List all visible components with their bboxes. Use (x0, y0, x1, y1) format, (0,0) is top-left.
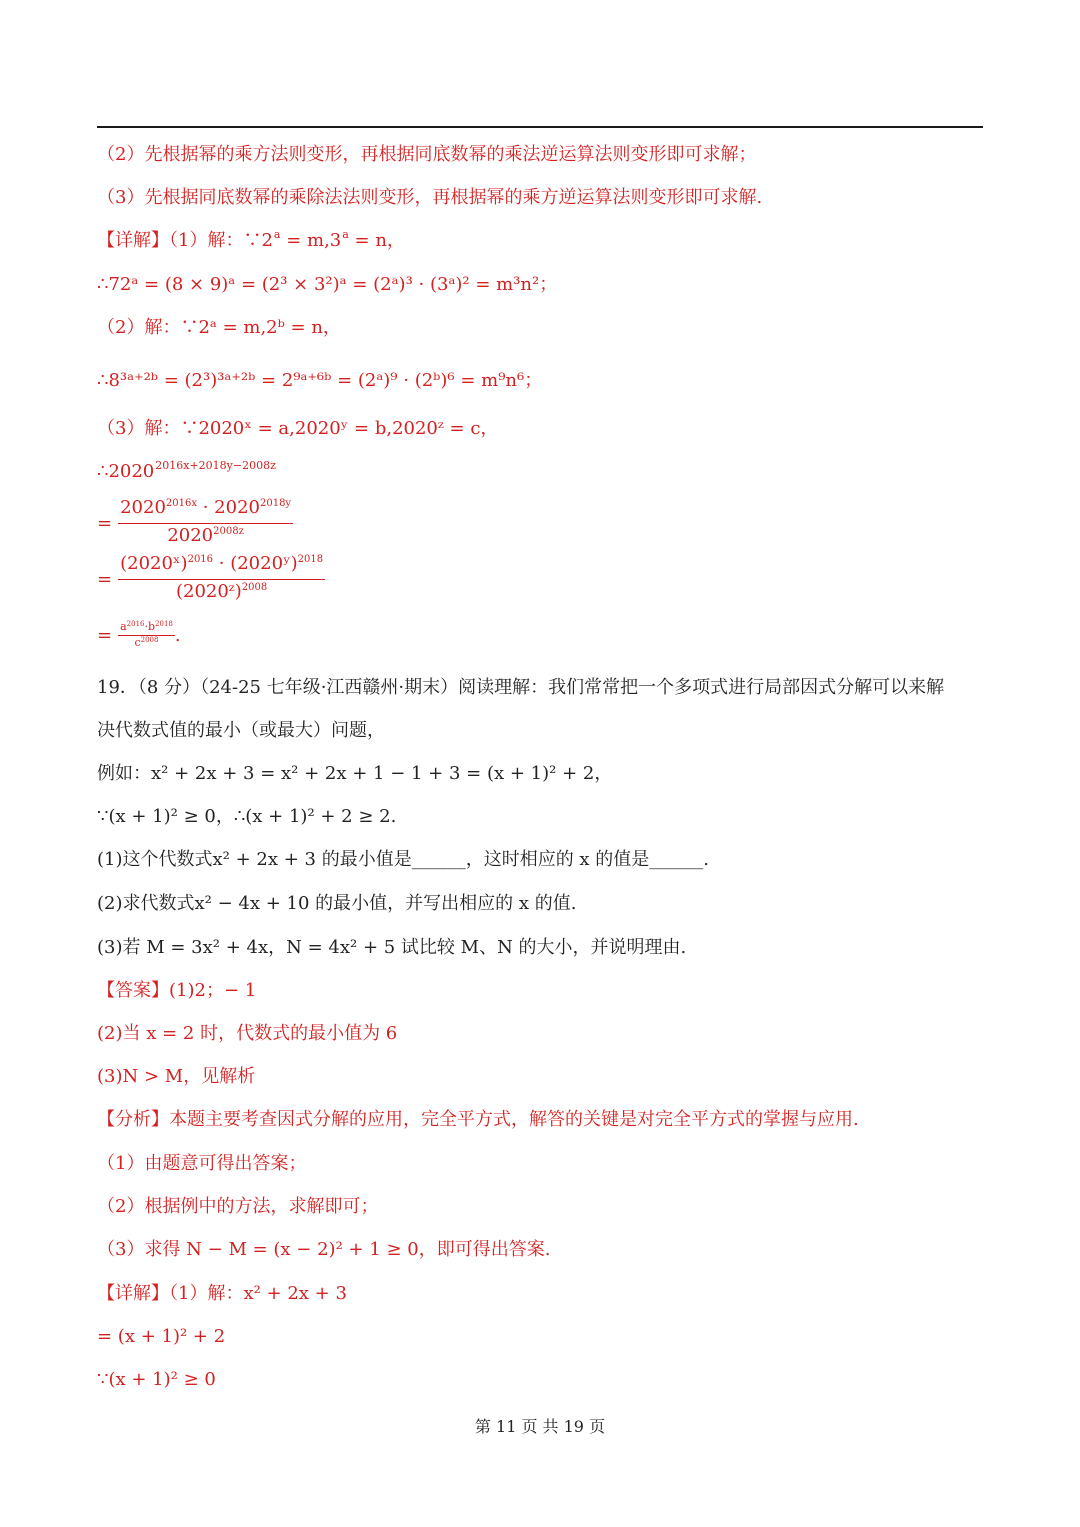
question-part1: (1)这个代数式x² + 2x + 3 的最小值是______，这时相应的 x 的值是______. (97, 849, 710, 870)
detail-19-line3: ∵(x + 1)² ≥ 0 (97, 1369, 216, 1390)
f2-den-sup: 2008 (241, 582, 268, 593)
f1-den-sup: 2008z (213, 526, 244, 537)
f1-num-sup2: 2018y (259, 498, 292, 509)
answer-3: (3)N > M，见解析 (97, 1066, 256, 1087)
equals-sign: = (97, 569, 113, 590)
f3-num-sup1: 2016 (126, 620, 145, 628)
analysis-step-3: （3）先根据同底数幂的乘除法法则变形，再根据幂的乘方逆运算法则变形即可求解. (97, 187, 763, 208)
f3-num-mid: ·b (144, 620, 156, 633)
exp-base: ∴2020 (97, 461, 155, 482)
detail-part3-given: （3）解：∵2020ˣ = a,2020ʸ = b,2020ᶻ = c， (97, 418, 499, 439)
detail-part3-exponent (97, 459, 276, 487)
example-line2: ∵(x + 1)² ≥ 0，∴(x + 1)² + 2 ≥ 2. (97, 806, 397, 827)
equals-sign: = (97, 513, 113, 534)
f2-num: (2020ˣ) (120, 553, 188, 574)
detail-part2-given: （2）解：∵2ᵃ = m,2ᵇ = n， (97, 317, 341, 338)
fraction-step-3 (97, 620, 181, 651)
detail-19-line1: 【详解】（1）解：x² + 2x + 3 (97, 1283, 347, 1304)
fraction-step-2 (97, 552, 325, 607)
analysis-step-1b: （1）由题意可得出答案； (97, 1153, 307, 1174)
header-rule (97, 126, 983, 128)
f3-num-sup2: 2018 (155, 620, 173, 628)
detail-part1-given-mid: = m,3 (280, 230, 342, 251)
f2-num-sup1: 2016 (187, 554, 214, 565)
question-part3: (3)若 M = 3x² + 4x，N = 4x² + 5 试比较 M、N 的大小，并说明理由. (97, 937, 687, 958)
detail-part1-result: ∴72ᵃ = (8 × 9)ᵃ = (2³ × 3²)ᵃ = (2ᵃ)³ · (3ᵃ)² = m³n²； (97, 274, 558, 295)
f1-num-sup1: 2016x (165, 498, 197, 509)
sup-a: a (273, 228, 281, 241)
f2-den: (2020ᶻ) (175, 581, 242, 602)
answer-1: 【答案】(1)2；− 1 (97, 980, 257, 1001)
detail-19-line2: = (x + 1)² + 2 (97, 1326, 226, 1347)
example-line1: 例如：x² + 2x + 3 = x² + 2x + 1 − 1 + 3 = (x + 1)² + 2， (97, 763, 613, 784)
page-number: 第 11 页 共 19 页 (474, 1417, 606, 1436)
analysis-step-2b: （2）根据例中的方法，求解即可； (97, 1196, 379, 1217)
detail-part1-given-end: = n， (348, 230, 405, 251)
f1-num: 2020 (120, 497, 166, 518)
analysis-step-3b: （3）求得 N − M = (x − 2)² + 1 ≥ 0，即可得出答案. (97, 1239, 551, 1260)
detail-part2-result: ∴8³ᵃ⁺²ᵇ = (2³)³ᵃ⁺²ᵇ = 2⁹ᵃ⁺⁶ᵇ = (2ᵃ)⁹ · (2ᵇ)⁶ = m⁹n⁶； (97, 370, 543, 391)
question-19-line2: 决代数式值的最小（或最大）问题， (97, 720, 385, 741)
period: . (174, 625, 181, 646)
f2-num-mid: · (2020ʸ) (213, 553, 298, 574)
f1-num-mid: · 2020 (197, 497, 260, 518)
f2-num-sup2: 2018 (297, 554, 324, 565)
f1-den: 2020 (167, 525, 214, 546)
answer-2: (2)当 x = 2 时，代数式的最小值为 6 (97, 1023, 398, 1044)
analysis-step-2: （2）先根据幂的乘方法则变形，再根据同底数幂的乘法逆运算法则变形即可求解； (97, 144, 757, 165)
f3-num: a (120, 620, 127, 633)
question-19-line1: 19．（8 分）（24-25 七年级·江西赣州·期末）阅读理解：我们常常把一个多项式进行局部因式分解可以来解 (97, 677, 945, 698)
detail-part1-given (97, 228, 405, 256)
f3-den: c (134, 636, 141, 649)
exp-power: 2016x+2018y−2008z (155, 459, 276, 472)
f3-den-sup: 2008 (140, 636, 159, 644)
question-part2: (2)求代数式x² − 4x + 10 的最小值，并写出相应的 x 的值. (97, 893, 577, 914)
equals-sign: = (97, 625, 113, 646)
fraction-step-1 (97, 496, 293, 551)
detail-part1-given-text: 【详解】（1）解：∵2 (97, 230, 273, 251)
sup-a-2: a (342, 228, 349, 241)
analysis-summary: 【分析】本题主要考查因式分解的应用，完全平方式，解答的关键是对完全平方式的掌握与应用. (97, 1109, 859, 1130)
